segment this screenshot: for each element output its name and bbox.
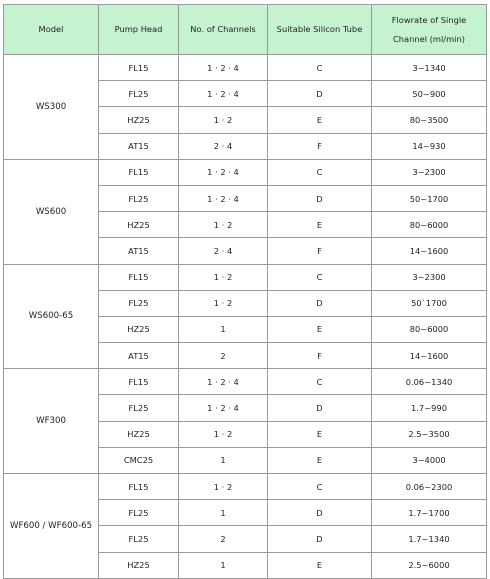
flowrate-cell: 50~900 <box>372 81 487 107</box>
pump-head-cell: FL15 <box>99 159 179 185</box>
pump-head-cell: AT15 <box>99 133 179 159</box>
pump-head-cell: HZ25 <box>99 316 179 342</box>
header-flowrate-line1: Flowrate of Single <box>391 14 467 25</box>
pump-head-cell: FL25 <box>99 290 179 316</box>
model-cell: WS600 <box>4 159 99 264</box>
model-cell: WS600-65 <box>4 264 99 369</box>
flowrate-cell: 80~3500 <box>372 107 487 133</box>
pump-head-cell: HZ25 <box>99 552 179 578</box>
tube-cell: D <box>268 526 372 552</box>
pump-head-cell: FL25 <box>99 185 179 211</box>
flowrate-cell: 1.7~990 <box>372 395 487 421</box>
tube-cell: C <box>268 474 372 500</box>
pump-head-cell: FL25 <box>99 526 179 552</box>
channels-cell: 1 <box>179 500 268 526</box>
channels-cell: 2 <box>179 343 268 369</box>
pump-head-cell: FL15 <box>99 264 179 290</box>
table-row <box>4 159 487 185</box>
flowrate-cell: 1.7~1700 <box>372 500 487 526</box>
channels-cell: 1 <box>179 316 268 342</box>
table-row <box>4 474 487 500</box>
tube-cell: E <box>268 447 372 473</box>
pump-spec-table <box>3 4 487 579</box>
channels-cell: 1 <box>179 447 268 473</box>
channels-cell: 2 · 4 <box>179 133 268 159</box>
model-cell: WF300 <box>4 369 99 474</box>
tube-cell: D <box>268 81 372 107</box>
flowrate-cell: 1.7~1340 <box>372 526 487 552</box>
header-channels: No. of Channels <box>179 5 268 55</box>
channels-cell: 1 · 2 · 4 <box>179 159 268 185</box>
tube-cell: E <box>268 421 372 447</box>
tube-cell: E <box>268 212 372 238</box>
channels-cell: 1 · 2 · 4 <box>179 395 268 421</box>
channels-cell: 1 · 2 <box>179 107 268 133</box>
header-tube: Suitable Silicon Tube <box>268 5 372 55</box>
flowrate-cell: 0.06~2300 <box>372 474 487 500</box>
channels-cell: 1 · 2 · 4 <box>179 185 268 211</box>
pump-head-cell: FL15 <box>99 474 179 500</box>
pump-head-cell: FL25 <box>99 81 179 107</box>
flowrate-cell: 50~1700 <box>372 185 487 211</box>
flowrate-cell: 50`1700 <box>372 290 487 316</box>
flowrate-cell: 3~4000 <box>372 447 487 473</box>
tube-cell: C <box>268 369 372 395</box>
pump-head-cell: FL25 <box>99 500 179 526</box>
tube-cell: D <box>268 395 372 421</box>
flowrate-cell: 2.5~6000 <box>372 552 487 578</box>
pump-head-cell: FL15 <box>99 369 179 395</box>
channels-cell: 1 <box>179 552 268 578</box>
pump-head-cell: AT15 <box>99 343 179 369</box>
pump-head-cell: HZ25 <box>99 212 179 238</box>
flowrate-cell: 2.5~3500 <box>372 421 487 447</box>
tube-cell: D <box>268 290 372 316</box>
header-flowrate-line2: Channel (ml/min) <box>392 33 465 44</box>
tube-cell: D <box>268 500 372 526</box>
channels-cell: 1 · 2 <box>179 421 268 447</box>
table-row <box>4 55 487 81</box>
tube-cell: E <box>268 552 372 578</box>
pump-head-cell: CMC25 <box>99 447 179 473</box>
tube-cell: C <box>268 159 372 185</box>
channels-cell: 2 · 4 <box>179 238 268 264</box>
pump-head-cell: HZ25 <box>99 107 179 133</box>
tube-cell: F <box>268 238 372 264</box>
tube-cell: F <box>268 133 372 159</box>
table-body <box>4 55 487 579</box>
flowrate-cell: 80~6000 <box>372 212 487 238</box>
channels-cell: 1 · 2 <box>179 474 268 500</box>
flowrate-cell: 14~930 <box>372 133 487 159</box>
header-row <box>4 5 487 55</box>
channels-cell: 1 · 2 · 4 <box>179 55 268 81</box>
flowrate-cell: 3~2300 <box>372 159 487 185</box>
tube-cell: C <box>268 264 372 290</box>
tube-cell: E <box>268 107 372 133</box>
pump-head-cell: FL25 <box>99 395 179 421</box>
pump-head-cell: AT15 <box>99 238 179 264</box>
channels-cell: 2 <box>179 526 268 552</box>
flowrate-cell: 3~1340 <box>372 55 487 81</box>
table-row <box>4 369 487 395</box>
channels-cell: 1 · 2 <box>179 212 268 238</box>
model-cell: WF600 / WF600-65 <box>4 474 99 579</box>
header-pump-head: Pump Head <box>99 5 179 55</box>
flowrate-cell: 14~1600 <box>372 343 487 369</box>
tube-cell: C <box>268 55 372 81</box>
table-row <box>4 264 487 290</box>
flowrate-cell: 80~6000 <box>372 316 487 342</box>
channels-cell: 1 · 2 · 4 <box>179 369 268 395</box>
model-cell: WS300 <box>4 55 99 160</box>
tube-cell: F <box>268 343 372 369</box>
channels-cell: 1 · 2 <box>179 290 268 316</box>
header-flowrate <box>372 5 487 55</box>
channels-cell: 1 · 2 <box>179 264 268 290</box>
tube-cell: E <box>268 316 372 342</box>
pump-head-cell: FL15 <box>99 55 179 81</box>
pump-head-cell: HZ25 <box>99 421 179 447</box>
tube-cell: D <box>268 185 372 211</box>
flowrate-cell: 0.06~1340 <box>372 369 487 395</box>
flowrate-cell: 3~2300 <box>372 264 487 290</box>
channels-cell: 1 · 2 · 4 <box>179 81 268 107</box>
flowrate-cell: 14~1600 <box>372 238 487 264</box>
header-model: Model <box>4 5 99 55</box>
